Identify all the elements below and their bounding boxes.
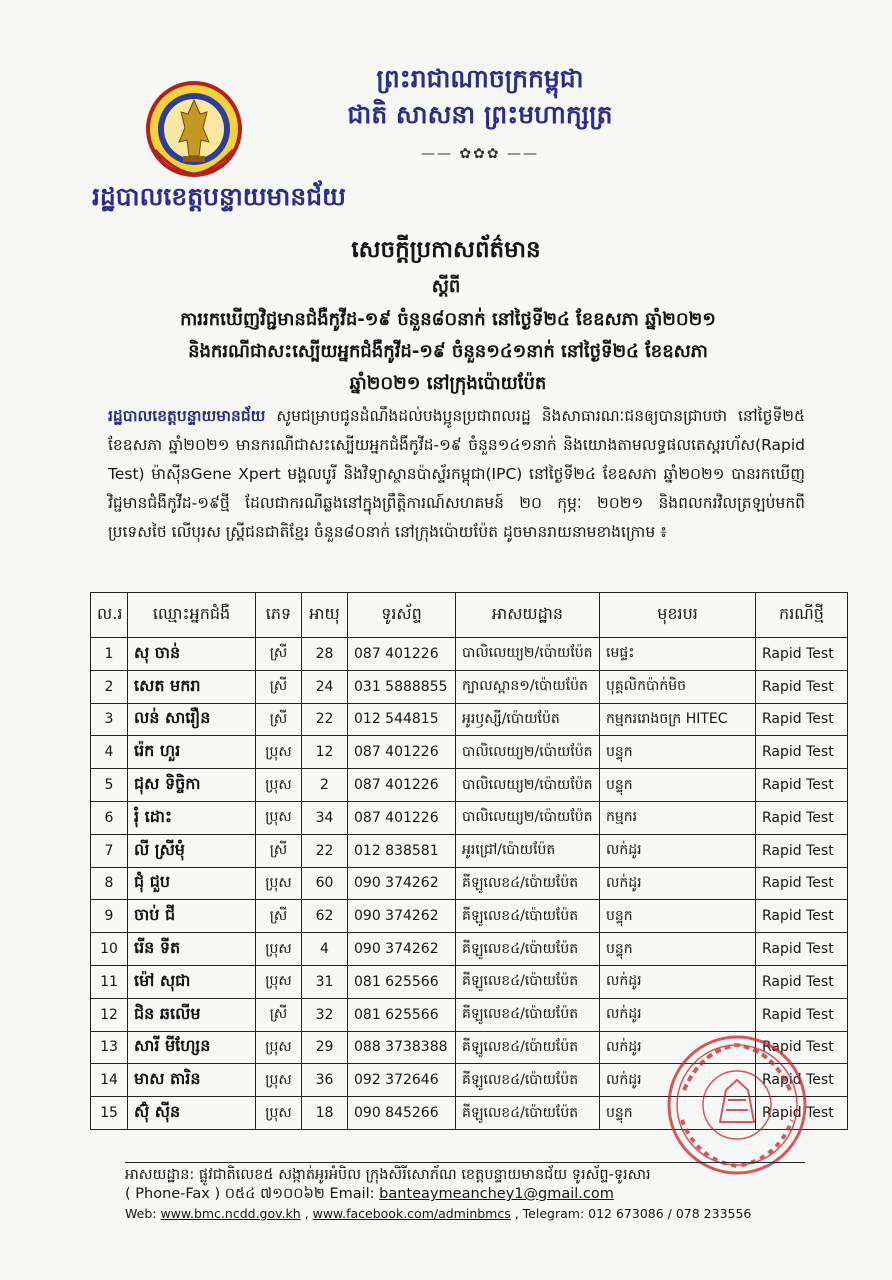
patient-occupation: លក់ដូរ	[600, 965, 756, 998]
footer-web-label: Web:	[125, 1206, 157, 1221]
header-sex: ភេទ	[256, 593, 302, 638]
patient-age: 24	[302, 670, 348, 703]
document-title: សេចក្តីប្រកាសព័ត៌មាន	[351, 237, 541, 263]
table-row	[91, 867, 848, 900]
patient-name: សារី មីហ្សែន	[128, 1031, 256, 1064]
row-no: 10	[91, 933, 128, 966]
patient-phone: 088 3738388	[348, 1031, 456, 1064]
row-no: 3	[91, 703, 128, 736]
ornament-divider: —— ✿✿✿ ——	[420, 146, 540, 162]
patient-phone: 081 625566	[348, 965, 456, 998]
new-case-type: Rapid Test	[756, 1097, 848, 1130]
patient-occupation: កម្មកររោងចក្រ HITEC	[600, 703, 756, 736]
patient-sex: ប្រុស	[256, 933, 302, 966]
patient-sex: ស្រី	[256, 703, 302, 736]
table-row	[91, 933, 848, 966]
patient-address: បាលិលេយ្យ២/ប៉ោយប៉ែត	[456, 801, 600, 834]
patient-phone: 031 5888855	[348, 670, 456, 703]
table-row	[91, 703, 848, 736]
footer-web-line: Web: www.bmc.ncdd.gov.kh , www.facebook.com/adminbmcs , Telegram: 012 673086 / 078 233556	[125, 1206, 752, 1221]
patient-phone: 090 374262	[348, 900, 456, 933]
footer-phone-fax: ( Phone-Fax ) ០៥៤ ៧១០០៦២	[125, 1186, 325, 1202]
patient-name: ជុំ ជួប	[128, 867, 256, 900]
patient-occupation: បន្ទុក	[600, 1097, 756, 1130]
patient-age: 22	[302, 703, 348, 736]
table-row	[91, 834, 848, 867]
patient-address: គីឡូលេខ៤/ប៉ោយប៉ែត	[456, 1031, 600, 1064]
patient-sex: ប្រុស	[256, 769, 302, 802]
patient-age: 34	[302, 801, 348, 834]
header-phone: ទូរស័ព្ទ	[348, 593, 456, 638]
patient-address: បាលិលេយ្យ២/ប៉ោយប៉ែត	[456, 638, 600, 671]
patient-sex: ប្រុស	[256, 1031, 302, 1064]
headline-line: និងករណីជាសះស្បើយអ្នកជំងឺកូវីដ-១៩ ចំនួន១៤១នាក់ នៅថ្ងៃទី២៤ ខែឧសភា	[188, 341, 708, 362]
footer-email-link[interactable]: banteaymeanchey1@gmail.com	[379, 1186, 614, 1202]
patient-address: គីឡូលេខ៤/ប៉ោយប៉ែត	[456, 998, 600, 1031]
new-case-type: Rapid Test	[756, 834, 848, 867]
new-case-type: Rapid Test	[756, 900, 848, 933]
footer-telegram: Telegram: 012 673086 / 078 233556	[522, 1206, 752, 1221]
footer-address: អាសយដ្ឋាន: ផ្លូវជាតិលេខ៥ សង្កាត់អូរអំបិល ក្រុងសិរីសោភ័ណ ខេត្តបន្ទាយមានជ័យ ទូរស័ព្ទ-ទូរសារ	[125, 1167, 651, 1183]
header-address: អាសយដ្ឋាន	[456, 593, 600, 638]
table-row	[91, 769, 848, 802]
footer	[125, 1162, 805, 1223]
patient-occupation: បុគ្គលិកប៉ាក់មិច	[600, 670, 756, 703]
row-no: 5	[91, 769, 128, 802]
patient-sex: ស្រី	[256, 998, 302, 1031]
new-case-type: Rapid Test	[756, 1064, 848, 1097]
patient-age: 60	[302, 867, 348, 900]
patient-name: លី ស្រីមុំ	[128, 834, 256, 867]
table-row	[91, 965, 848, 998]
table-row	[91, 670, 848, 703]
official-red-stamp	[662, 1030, 812, 1180]
patient-name: ម៉ៅ សុជា	[128, 965, 256, 998]
new-case-type: Rapid Test	[756, 998, 848, 1031]
new-case-type: Rapid Test	[756, 1031, 848, 1064]
patient-occupation: លក់ដូរ	[600, 867, 756, 900]
patient-occupation: បន្ទុក	[600, 769, 756, 802]
body-text: សូមជម្រាបជូនដំណឹងដល់បងប្អូនប្រជាពលរដ្ឋ និងសាធារណៈជនឲ្យបានជ្រាបថា នៅថ្ងៃទី២៥ ខែឧសភា ឆ្នាំ២០២១ មានករណីជាសះស្បើយអ្នកជំងឺកូវីដ-១៩ ចំនួន១៤១នាក់ និងយោងតាមលទ្ធផលតេស្តរហ័ស(Rapid Test) ម៉ាស៊ីនGene Xpert មង្គលបូរី និងវិទ្យាស្ថានប៉ាស្ទ័រកម្ពុជា(IPC) នៅថ្ងៃទី២៤ ខែឧសភា ឆ្នាំ២០២១ បានរកឃើញវិជ្ជមានជំងឺកូវីដ-១៩ថ្មី ដែលជាករណីឆ្លងនៅក្នុងព្រឹត្តិការណ៍សហគមន៍ ២០ កុម្ភៈ ២០២១ និងពលករវិលត្រឡប់មកពីប្រទេសថៃ លើបុរស ស្ត្រីជនជាតិខ្មែរ ចំនួន៨០នាក់ នៅក្រុងប៉ោយប៉ែត ដូចមានរាយនាមខាងក្រោម ៖	[108, 407, 805, 541]
provincial-emblem-logo	[145, 80, 243, 178]
new-case-type: Rapid Test	[756, 867, 848, 900]
patient-occupation: លក់ដូរ	[600, 998, 756, 1031]
row-no: 1	[91, 638, 128, 671]
table-row	[91, 736, 848, 769]
patient-age: 22	[302, 834, 348, 867]
row-no: 12	[91, 998, 128, 1031]
patient-phone: 012 838581	[348, 834, 456, 867]
footer-contact-line	[125, 1185, 805, 1204]
patient-address: អូរជ្រៅ/ប៉ោយប៉ែត	[456, 834, 600, 867]
footer-email-label: Email:	[329, 1186, 375, 1202]
row-no: 9	[91, 900, 128, 933]
row-no: 4	[91, 736, 128, 769]
patient-age: 18	[302, 1097, 348, 1130]
new-case-type: Rapid Test	[756, 670, 848, 703]
footer-divider	[125, 1162, 805, 1163]
administration-name: រដ្ឋបាលខេត្តបន្ទាយមានជ័យ	[92, 182, 346, 211]
patient-name: រុំ ដោះ	[128, 801, 256, 834]
patient-age: 28	[302, 638, 348, 671]
table-row	[91, 638, 848, 671]
row-no: 6	[91, 801, 128, 834]
patient-name: ជិន ឆលើម	[128, 998, 256, 1031]
new-case-type: Rapid Test	[756, 769, 848, 802]
row-no: 8	[91, 867, 128, 900]
header-no: ល.រ	[91, 593, 128, 638]
patient-phone: 087 401226	[348, 638, 456, 671]
patient-sex: ស្រី	[256, 670, 302, 703]
new-case-type: Rapid Test	[756, 736, 848, 769]
patient-age: 62	[302, 900, 348, 933]
patient-name: ចាប់ ជី	[128, 900, 256, 933]
patient-phone: 090 374262	[348, 867, 456, 900]
patient-sex: ប្រុស	[256, 1097, 302, 1130]
patient-occupation: លក់ដូរ	[600, 1031, 756, 1064]
patient-sex: ប្រុស	[256, 867, 302, 900]
new-case-type: Rapid Test	[756, 801, 848, 834]
patient-occupation: លក់ដូរ	[600, 1064, 756, 1097]
patient-phone: 081 625566	[348, 998, 456, 1031]
patient-sex: ប្រុស	[256, 801, 302, 834]
patient-address: គីឡូលេខ៤/ប៉ោយប៉ែត	[456, 1064, 600, 1097]
patient-phone: 090 845266	[348, 1097, 456, 1130]
announcement-body	[108, 402, 805, 547]
body-lead: រដ្ឋបាលខេត្តបន្ទាយមានជ័យ	[108, 407, 266, 425]
header-new-case: ករណីថ្មី	[756, 593, 848, 638]
patient-phone: 090 374262	[348, 933, 456, 966]
row-no: 14	[91, 1064, 128, 1097]
patient-address: បាលិលេយ្យ២/ប៉ោយប៉ែត	[456, 769, 600, 802]
patient-age: 2	[302, 769, 348, 802]
patient-occupation: បន្ទុក	[600, 933, 756, 966]
new-case-type: Rapid Test	[756, 638, 848, 671]
patient-age: 32	[302, 998, 348, 1031]
row-no: 13	[91, 1031, 128, 1064]
patient-occupation: លក់ដូរ	[600, 834, 756, 867]
patient-sex: ប្រុស	[256, 965, 302, 998]
headline-line: ការរកឃើញវិជ្ជមានជំងឺកូវីដ-១៩ ចំនួន៨០នាក់ នៅថ្ងៃទី២៤ ខែឧសភា ឆ្នាំ២០២១	[180, 309, 716, 330]
header-patient-name: ឈ្មោះអ្នកជំងឺ	[128, 593, 256, 638]
patient-age: 12	[302, 736, 348, 769]
patient-age: 29	[302, 1031, 348, 1064]
headline-block	[92, 304, 804, 400]
patient-phone: 087 401226	[348, 801, 456, 834]
table-row	[91, 900, 848, 933]
patient-address: គីឡូលេខ៤/ប៉ោយប៉ែត	[456, 965, 600, 998]
patient-name: លន់ សារឿន	[128, 703, 256, 736]
patient-name: ជុស ទិច្ចិកា	[128, 769, 256, 802]
row-no: 15	[91, 1097, 128, 1130]
patient-phone: 092 372646	[348, 1064, 456, 1097]
patient-sex: ស្រី	[256, 638, 302, 671]
footer-website-link[interactable]: www.bmc.ncdd.gov.kh	[160, 1206, 301, 1221]
patient-sex: ស្រី	[256, 834, 302, 867]
patient-age: 31	[302, 965, 348, 998]
new-case-type: Rapid Test	[756, 965, 848, 998]
patient-address: អូរឫស្សី/ប៉ោយប៉ែត	[456, 703, 600, 736]
patient-sex: ប្រុស	[256, 1064, 302, 1097]
patient-phone: 087 401226	[348, 736, 456, 769]
national-motto: ជាតិ សាសនា ព្រះមហាក្សត្រ	[347, 100, 613, 129]
document-subject: ស្តីពី	[431, 276, 461, 297]
row-no: 11	[91, 965, 128, 998]
patient-name: ស៊ុំ ស៊ីន	[128, 1097, 256, 1130]
patient-occupation: បន្ទុក	[600, 736, 756, 769]
patient-name: សេត មករា	[128, 670, 256, 703]
patient-occupation: បន្ទុក	[600, 900, 756, 933]
patient-occupation: មេផ្ទះ	[600, 638, 756, 671]
table-header-row	[91, 593, 848, 638]
patient-age: 36	[302, 1064, 348, 1097]
patient-age: 4	[302, 933, 348, 966]
new-case-type: Rapid Test	[756, 703, 848, 736]
patient-address: គីឡូលេខ៤/ប៉ោយប៉ែត	[456, 867, 600, 900]
patient-phone: 012 544815	[348, 703, 456, 736]
patient-name: រ៉េក ហួរ	[128, 736, 256, 769]
table-row	[91, 801, 848, 834]
header-occupation: មុខរបរ	[600, 593, 756, 638]
patient-sex: ស្រី	[256, 900, 302, 933]
header-age: អាយុ	[302, 593, 348, 638]
patient-address: គីឡូលេខ៤/ប៉ោយប៉ែត	[456, 900, 600, 933]
kingdom-heading: ព្រះរាជាណាចក្រកម្ពុជា	[376, 64, 584, 93]
footer-facebook-link[interactable]: www.facebook.com/adminbmcs	[312, 1206, 511, 1221]
patient-name: មាស តារិន	[128, 1064, 256, 1097]
patient-address: បាលិលេយ្យ២/ប៉ោយប៉ែត	[456, 736, 600, 769]
row-no: 7	[91, 834, 128, 867]
headline-line: ឆ្នាំ២០២១ នៅក្រុងប៉ោយប៉ែត	[349, 373, 547, 394]
patient-phone: 087 401226	[348, 769, 456, 802]
patient-occupation: កម្មករ	[600, 801, 756, 834]
row-no: 2	[91, 670, 128, 703]
patient-name: រើន ទីត	[128, 933, 256, 966]
patient-address: ក្បាលស្ពាន១/ប៉ោយប៉ែត	[456, 670, 600, 703]
new-case-type: Rapid Test	[756, 933, 848, 966]
patient-address: គីឡូលេខ៤/ប៉ោយប៉ែត	[456, 933, 600, 966]
patient-address: គីឡូលេខ៤/ប៉ោយប៉ែត	[456, 1097, 600, 1130]
table-row	[91, 998, 848, 1031]
patient-name: សុ ចាន់	[128, 638, 256, 671]
patient-sex: ប្រុស	[256, 736, 302, 769]
